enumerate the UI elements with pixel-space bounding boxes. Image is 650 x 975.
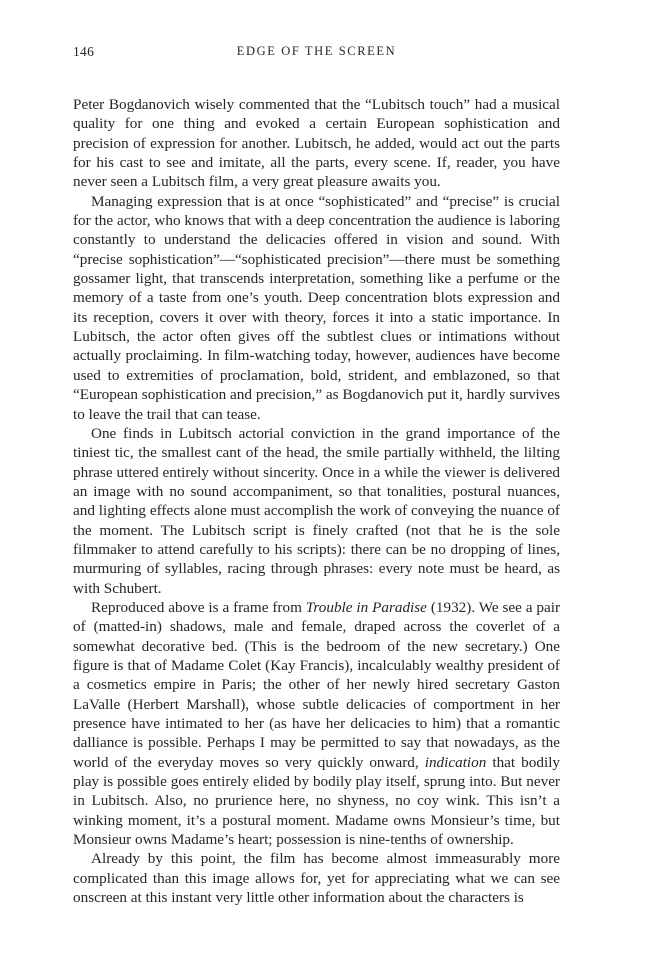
paragraph-text: One finds in Lubitsch actorial conviction in the grand importance of the tiniest tic, the smallest cant of the head, the smile partially withheld, the lilting phrase uttered entirely without sincerity. Once in a while the viewer is delivered an image with no sound accompaniment, so that tonalities, postural nuances, and lighting effects alone must accomplish the work of conveying the nuance of the moment. The Lubitsch script is finely crafted (not that he is the sole filmmaker to attend carefully to his scripts): there can be no dropping of lines, murmuring of syllables, racing through phrases: every note must be heard, as with Schubert.: [73, 424, 560, 597]
paragraph-4: [73, 598, 560, 849]
paragraph-1: [73, 95, 560, 192]
paragraph-5: [73, 849, 560, 907]
paragraph-text: Managing expression that is at once “sophisticated” and “precise” is crucial for the actor, who knows that with a deep concentration the audience is laboring constantly to understand the delicacies offered in vision and sound. With “precise sophistication”—“sophisticated precision”—there must be something gossamer light, that transcends interpretation, something like a perfume or the memory of a taste from one’s youth. Deep concentration blots expression and its reception, covers it over with theory, forces it into a static importance. In Lubitsch, the actor often gives off the subtlest clues or intimations without actually proclaiming. In film-watching today, however, audiences have become used to extremities of proclamation, bold, strident, and emblazoned, so that “European sophistication and precision,” as Bogdanovich put it, hardly survives to leave the trail that can tease.: [73, 192, 560, 423]
body-text: [73, 95, 560, 907]
running-head: [73, 44, 560, 64]
emphasized-word: indication: [424, 753, 487, 771]
paragraph-text: Reproduced above is a frame from: [91, 598, 306, 616]
paragraph-2: [73, 192, 560, 424]
paragraph-text: Peter Bogdanovich wisely commented that the “Lubitsch touch” had a musical quality for one thing and evoked a certain European sophistication and precision of expression for another. Lubitsch, he added, would act out the parts for his cast to see and imitate, all the parts, every scene. If, reader, you have never seen a Lubitsch film, a very great pleasure awaits you.: [73, 96, 560, 191]
running-title: EDGE OF THE SCREEN: [236, 44, 397, 58]
film-title: Trouble in Paradise: [305, 598, 427, 616]
page-number: 146: [73, 44, 95, 59]
paragraph-text: Already by this point, the film has become almost immeasurably more complicated than this image allows for, yet for appreciating what we can see onscreen at this instant very little other information about the characters is: [73, 850, 560, 907]
paragraph-text: (1932). We see a pair of (matted-in) shadows, male and female, draped across the coverlet of a somewhat decorative bed. (This is the bedroom of the new secretary.) One figure is that of Madame Colet (Kay Francis), incalculably wealthy president of a cosmetics empire in Paris; the other of her newly hired secretary Gaston LaValle (Herbert Marshall), whose subtle delicacies of comportment in her presence have intimated to her (as have her delicacies to him) that a romantic dalliance is possible. Perhaps I may be permitted to say that nowadays, as the world of the everyday moves so very quickly onward,: [73, 598, 561, 771]
paragraph-3: [73, 424, 560, 598]
paragraph-text: that bodily play is possible goes entirely elided by bodily play itself, sprung into. But never in Lubitsch. Also, no prurience here, no shyness, no coy wink. This isn’t a winking moment, it’s a postural moment. Madame owns Monsieur’s time, but Monsieur owns Madame’s heart; possession is nine-tenths of ownership.: [73, 753, 561, 849]
